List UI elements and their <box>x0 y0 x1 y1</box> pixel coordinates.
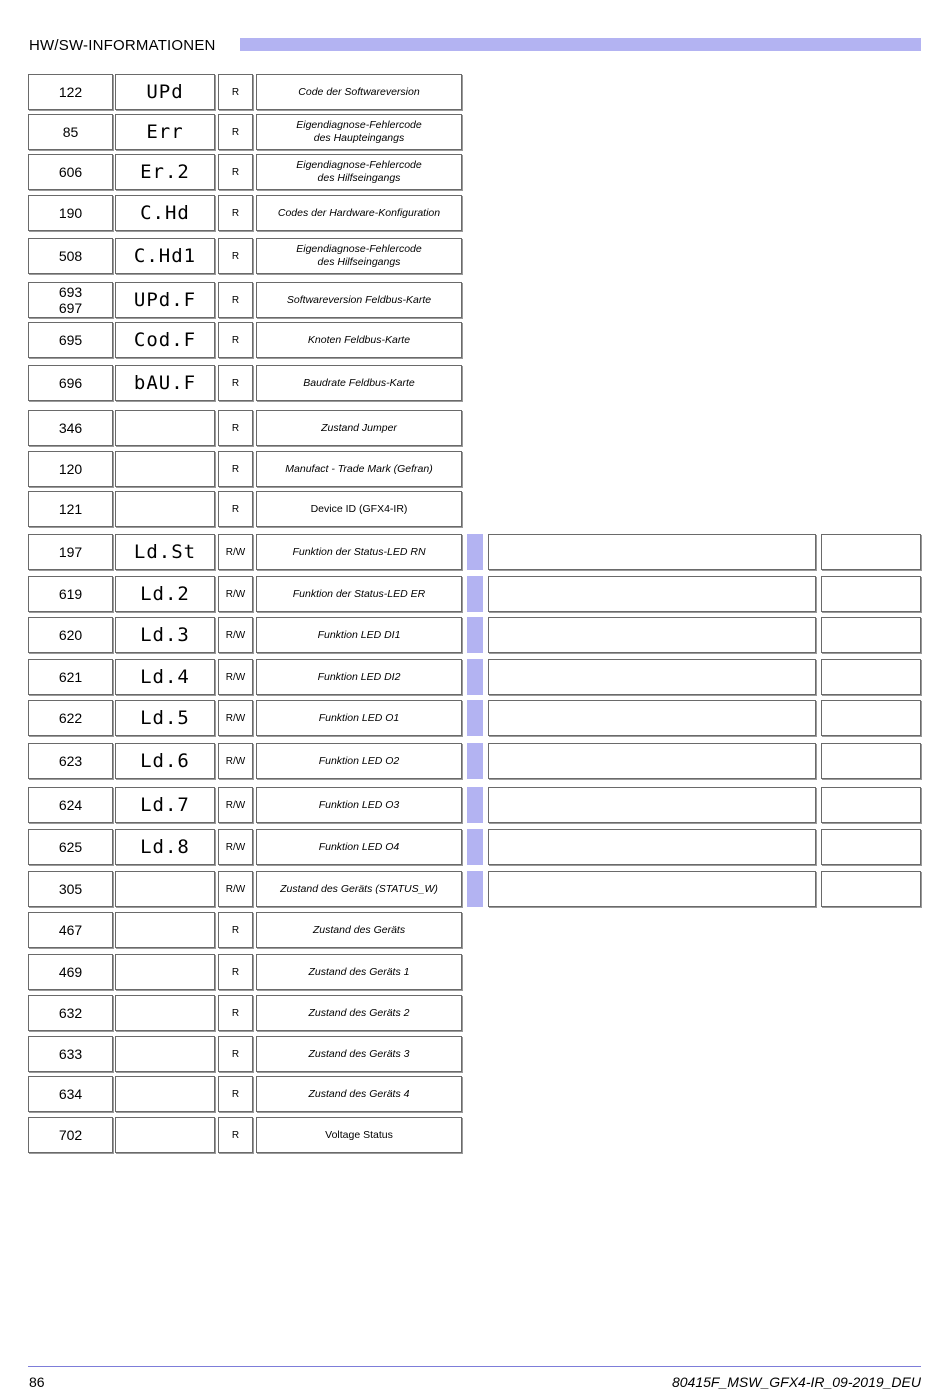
access-mode: R <box>218 154 253 190</box>
description: Eigendiagnose-Fehlercode des Haupteingangs <box>256 114 462 150</box>
parameter-index: 623 <box>28 743 113 779</box>
row-marker <box>467 534 483 570</box>
description: Eigendiagnose-Fehlercode des Hilfseingangs <box>256 238 462 274</box>
display-mnemonic: Err <box>115 114 215 150</box>
row-marker <box>467 700 483 736</box>
description: Funktion der Status-LED RN <box>256 534 462 570</box>
access-mode: R <box>218 410 253 446</box>
page-number: 86 <box>29 1374 45 1390</box>
display-mnemonic <box>115 1076 215 1112</box>
display-mnemonic: Er.2 <box>115 154 215 190</box>
display-mnemonic: Ld.6 <box>115 743 215 779</box>
table-row <box>0 659 950 695</box>
parameter-index: 693 697 <box>28 282 113 318</box>
table-row <box>0 700 950 736</box>
table-row <box>0 1076 950 1112</box>
parameter-index: 120 <box>28 451 113 487</box>
table-row <box>0 1036 950 1072</box>
access-mode: R/W <box>218 659 253 695</box>
access-mode: R/W <box>218 576 253 612</box>
value-options-cell <box>488 787 816 823</box>
default-value-cell <box>821 534 921 570</box>
description: Zustand des Geräts (STATUS_W) <box>256 871 462 907</box>
value-options-cell <box>488 871 816 907</box>
description: Voltage Status <box>256 1117 462 1153</box>
footer-divider <box>28 1366 921 1367</box>
access-mode: R <box>218 74 253 110</box>
row-marker <box>467 743 483 779</box>
display-mnemonic: Ld.2 <box>115 576 215 612</box>
parameter-index: 696 <box>28 365 113 401</box>
display-mnemonic <box>115 410 215 446</box>
description: Device ID (GFX4-IR) <box>256 491 462 527</box>
display-mnemonic: Ld.St <box>115 534 215 570</box>
access-mode: R/W <box>218 787 253 823</box>
display-mnemonic: C.Hd <box>115 195 215 231</box>
table-row <box>0 451 950 487</box>
parameter-index: 467 <box>28 912 113 948</box>
default-value-cell <box>821 700 921 736</box>
access-mode: R <box>218 954 253 990</box>
parameter-index: 121 <box>28 491 113 527</box>
default-value-cell <box>821 743 921 779</box>
description: Zustand des Geräts 4 <box>256 1076 462 1112</box>
display-mnemonic: bAU.F <box>115 365 215 401</box>
parameter-index: 508 <box>28 238 113 274</box>
display-mnemonic <box>115 995 215 1031</box>
default-value-cell <box>821 787 921 823</box>
table-row <box>0 114 950 150</box>
access-mode: R/W <box>218 534 253 570</box>
row-marker <box>467 829 483 865</box>
description: Zustand Jumper <box>256 410 462 446</box>
description: Funktion LED O4 <box>256 829 462 865</box>
parameter-index: 190 <box>28 195 113 231</box>
display-mnemonic <box>115 954 215 990</box>
table-row <box>0 617 950 653</box>
parameter-index: 625 <box>28 829 113 865</box>
description: Zustand des Geräts <box>256 912 462 948</box>
table-row <box>0 787 950 823</box>
description: Zustand des Geräts 1 <box>256 954 462 990</box>
access-mode: R <box>218 451 253 487</box>
parameter-index: 305 <box>28 871 113 907</box>
parameter-index: 619 <box>28 576 113 612</box>
table-row <box>0 995 950 1031</box>
table-row <box>0 912 950 948</box>
access-mode: R/W <box>218 700 253 736</box>
table-row <box>0 1117 950 1153</box>
access-mode: R <box>218 912 253 948</box>
parameter-index: 621 <box>28 659 113 695</box>
parameter-index: 346 <box>28 410 113 446</box>
parameter-index: 622 <box>28 700 113 736</box>
value-options-cell <box>488 617 816 653</box>
table-row <box>0 195 950 231</box>
table-row <box>0 238 950 274</box>
display-mnemonic <box>115 912 215 948</box>
parameter-index: 620 <box>28 617 113 653</box>
access-mode: R <box>218 995 253 1031</box>
display-mnemonic <box>115 451 215 487</box>
table-row <box>0 322 950 358</box>
display-mnemonic <box>115 1036 215 1072</box>
access-mode: R/W <box>218 871 253 907</box>
value-options-cell <box>488 829 816 865</box>
parameter-index: 632 <box>28 995 113 1031</box>
description: Funktion LED O2 <box>256 743 462 779</box>
description: Funktion LED O3 <box>256 787 462 823</box>
display-mnemonic <box>115 491 215 527</box>
default-value-cell <box>821 659 921 695</box>
parameter-index: 695 <box>28 322 113 358</box>
parameter-index: 633 <box>28 1036 113 1072</box>
display-mnemonic: Ld.7 <box>115 787 215 823</box>
display-mnemonic <box>115 1117 215 1153</box>
access-mode: R <box>218 195 253 231</box>
value-options-cell <box>488 659 816 695</box>
description: Code der Softwareversion <box>256 74 462 110</box>
parameter-index: 469 <box>28 954 113 990</box>
table-row <box>0 410 950 446</box>
parameter-index: 197 <box>28 534 113 570</box>
description: Zustand des Geräts 3 <box>256 1036 462 1072</box>
document-code: 80415F_MSW_GFX4-IR_09-2019_DEU <box>671 1374 921 1390</box>
default-value-cell <box>821 829 921 865</box>
table-row <box>0 954 950 990</box>
parameter-index: 606 <box>28 154 113 190</box>
display-mnemonic: Ld.3 <box>115 617 215 653</box>
description: Zustand des Geräts 2 <box>256 995 462 1031</box>
default-value-cell <box>821 576 921 612</box>
table-row <box>0 829 950 865</box>
display-mnemonic: UPd.F <box>115 282 215 318</box>
table-row <box>0 282 950 318</box>
table-row <box>0 365 950 401</box>
display-mnemonic: Ld.4 <box>115 659 215 695</box>
table-row <box>0 576 950 612</box>
description: Funktion LED DI2 <box>256 659 462 695</box>
parameter-index: 702 <box>28 1117 113 1153</box>
header-accent-bar <box>240 38 921 51</box>
table-row <box>0 534 950 570</box>
row-marker <box>467 576 483 612</box>
access-mode: R <box>218 1117 253 1153</box>
description: Knoten Feldbus-Karte <box>256 322 462 358</box>
parameter-index: 624 <box>28 787 113 823</box>
description: Eigendiagnose-Fehlercode des Hilfseingangs <box>256 154 462 190</box>
row-marker <box>467 871 483 907</box>
display-mnemonic: C.Hd1 <box>115 238 215 274</box>
access-mode: R <box>218 238 253 274</box>
access-mode: R/W <box>218 743 253 779</box>
table-row <box>0 743 950 779</box>
table-row <box>0 491 950 527</box>
value-options-cell <box>488 534 816 570</box>
description: Funktion der Status-LED ER <box>256 576 462 612</box>
display-mnemonic: Cod.F <box>115 322 215 358</box>
access-mode: R <box>218 491 253 527</box>
default-value-cell <box>821 871 921 907</box>
display-mnemonic: UPd <box>115 74 215 110</box>
description: Funktion LED DI1 <box>256 617 462 653</box>
access-mode: R <box>218 1076 253 1112</box>
value-options-cell <box>488 576 816 612</box>
access-mode: R <box>218 322 253 358</box>
description: Baudrate Feldbus-Karte <box>256 365 462 401</box>
parameter-index: 122 <box>28 74 113 110</box>
access-mode: R <box>218 365 253 401</box>
parameter-index: 85 <box>28 114 113 150</box>
row-marker <box>467 659 483 695</box>
access-mode: R <box>218 282 253 318</box>
display-mnemonic <box>115 871 215 907</box>
access-mode: R <box>218 114 253 150</box>
description: Funktion LED O1 <box>256 700 462 736</box>
table-row <box>0 154 950 190</box>
row-marker <box>467 617 483 653</box>
row-marker <box>467 787 483 823</box>
access-mode: R/W <box>218 829 253 865</box>
value-options-cell <box>488 700 816 736</box>
description: Codes der Hardware-Konfiguration <box>256 195 462 231</box>
page-title: HW/SW-INFORMATIONEN <box>29 37 216 54</box>
value-options-cell <box>488 743 816 779</box>
parameter-index: 634 <box>28 1076 113 1112</box>
description: Softwareversion Feldbus-Karte <box>256 282 462 318</box>
access-mode: R/W <box>218 617 253 653</box>
access-mode: R <box>218 1036 253 1072</box>
display-mnemonic: Ld.5 <box>115 700 215 736</box>
description: Manufact - Trade Mark (Gefran) <box>256 451 462 487</box>
display-mnemonic: Ld.8 <box>115 829 215 865</box>
default-value-cell <box>821 617 921 653</box>
table-row <box>0 74 950 110</box>
table-row <box>0 871 950 907</box>
